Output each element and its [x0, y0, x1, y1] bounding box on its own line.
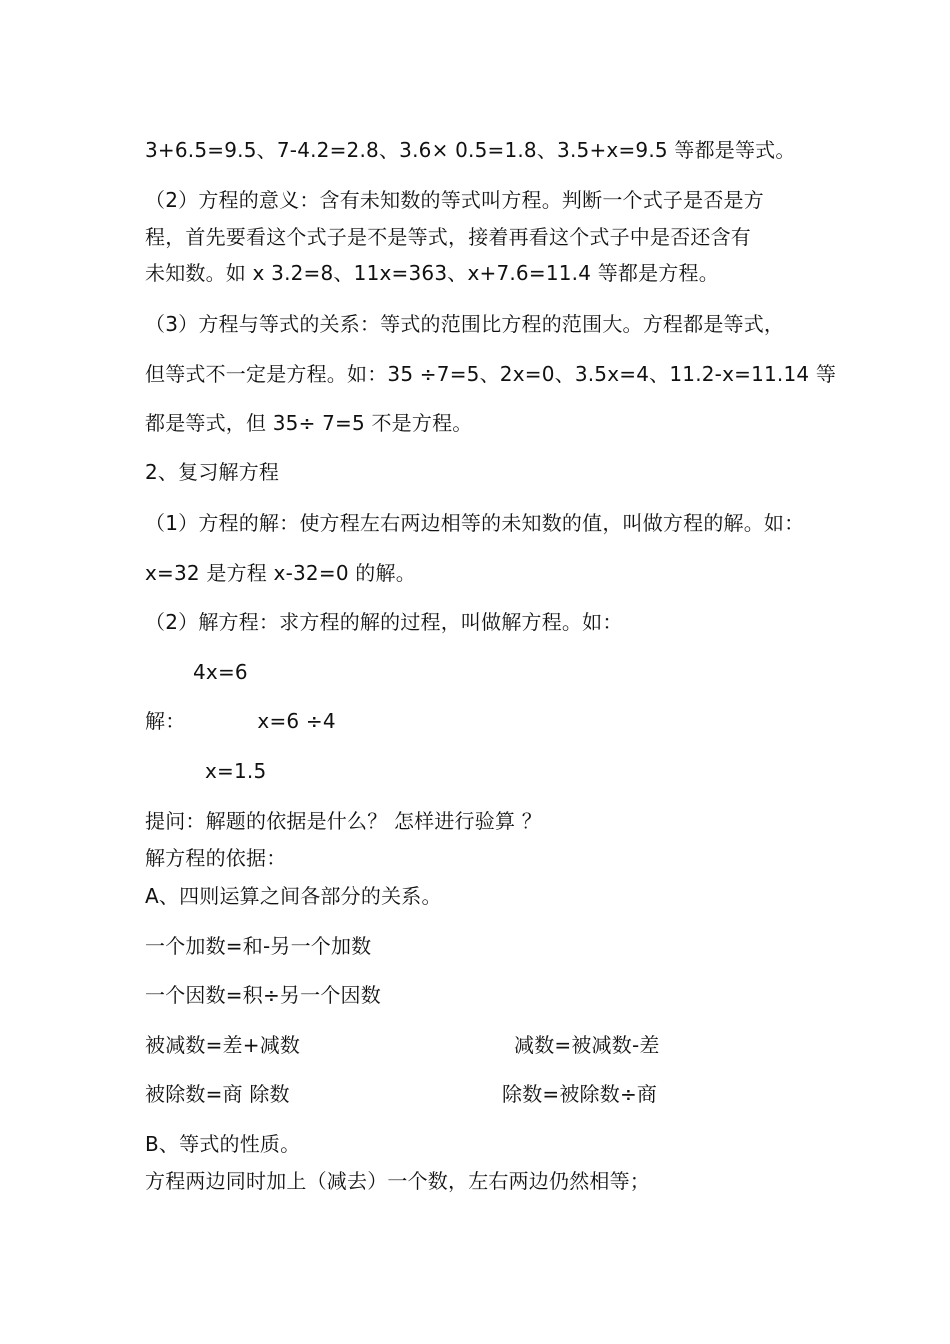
paragraph-line: 解方程的依据： [145, 846, 287, 870]
paragraph-line: （2）方程的意义：含有未知数的等式叫方程。判断一个式子是否是方 [145, 188, 764, 212]
paragraph-line: 提问：解题的依据是什么？ 怎样进行验算 ？ [145, 809, 542, 833]
equation-line: 4x=6 [193, 660, 248, 684]
paragraph-line: 方程两边同时加上（减去）一个数，左右两边仍然相等； [145, 1169, 650, 1193]
section-heading: B、等式的性质。 [145, 1132, 301, 1156]
solve-label: 解： [145, 709, 186, 733]
relation-right: 除数=被除数÷商 [502, 1082, 658, 1106]
paragraph-line: （2）解方程：求方程的解的过程，叫做解方程。如： [145, 610, 623, 634]
paragraph-line: 一个因数=积÷另一个因数 [145, 983, 381, 1007]
paragraph-line: 程，首先要看这个式子是不是等式，接着再看这个式子中是否还含有 [145, 225, 751, 249]
paragraph-line: x=32 是方程 x-32=0 的解。 [145, 561, 416, 585]
section-heading: 2、复习解方程 [145, 460, 280, 484]
paragraph-line: （3）方程与等式的关系：等式的范围比方程的范围大。方程都是等式， [145, 312, 785, 336]
paragraph-line: 都是等式，但 35÷ 7=5 不是方程。 [145, 411, 473, 435]
solution-line [145, 709, 336, 733]
relation-left: 被除数=商 除数 [145, 1082, 290, 1106]
paragraph-line: （1）方程的解：使方程左右两边相等的未知数的值，叫做方程的解。如： [145, 511, 805, 535]
equation-line: x=1.5 [205, 759, 267, 783]
paragraph-line: 一个加数=和-另一个加数 [145, 934, 372, 958]
paragraph-line: 3+6.5=9.5、7-4.2=2.8、3.6× 0.5=1.8、3.5+x=9.5 等都是等式。 [145, 138, 796, 162]
relation-left: 被减数=差+减数 [145, 1033, 301, 1057]
paragraph-line: 未知数。如 x 3.2=8、11x=363、x+7.6=11.4 等都是方程。 [145, 261, 719, 285]
paragraph-line: 但等式不一定是方程。如：35 ÷7=5、2x=0、3.5x=4、11.2-x=11.14 等 [145, 362, 837, 386]
equation-step: x=6 ÷4 [257, 709, 336, 733]
section-heading: A、四则运算之间各部分的关系。 [145, 884, 442, 908]
relation-right: 减数=被减数-差 [514, 1033, 660, 1057]
